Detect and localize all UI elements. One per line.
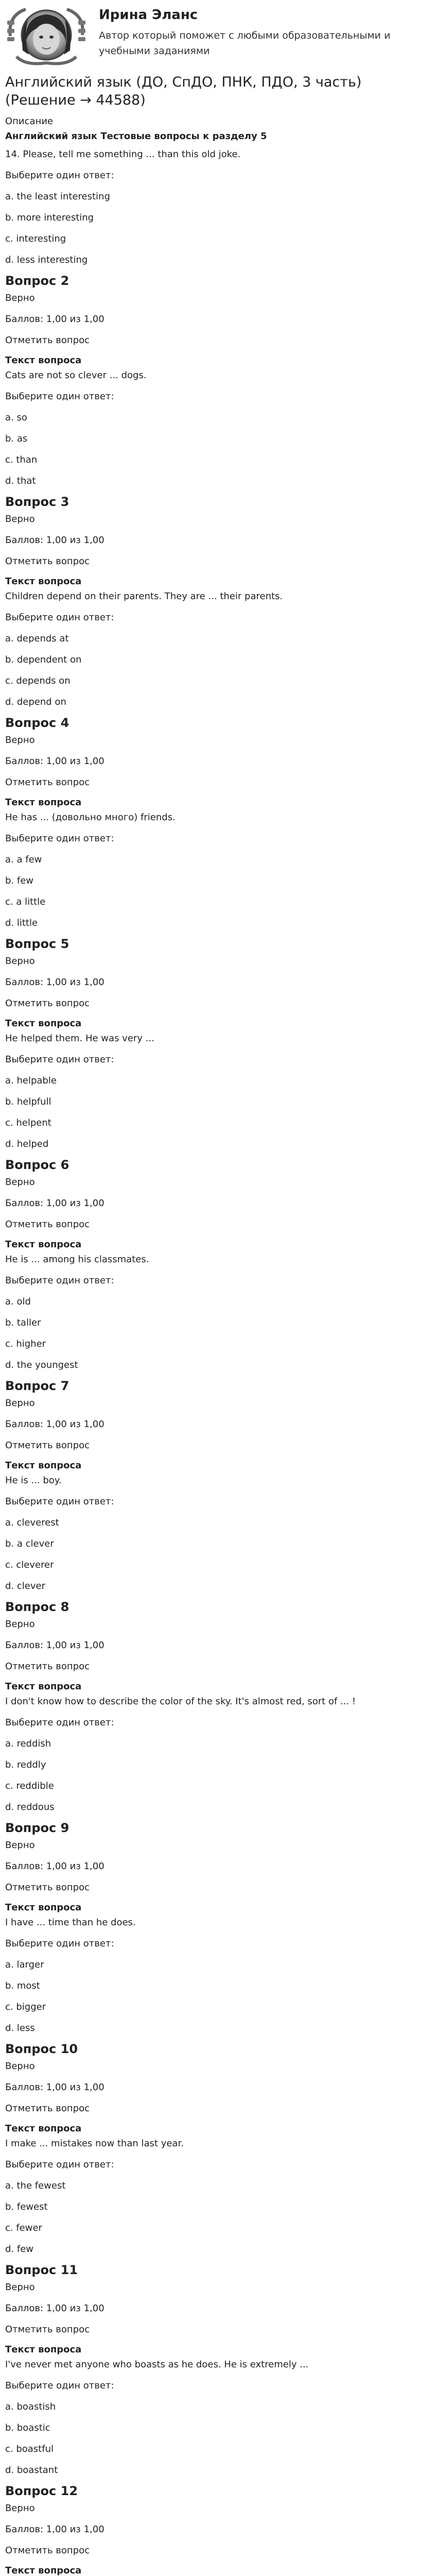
question-status: Верно bbox=[5, 955, 35, 967]
question-text-label: Текст вопроса bbox=[5, 1239, 82, 1250]
question-points: Баллов: 1,00 из 1,00 bbox=[5, 2302, 104, 2314]
answer-list bbox=[5, 1737, 431, 1815]
flag-question-link[interactable]: Отметить вопрос bbox=[5, 2103, 90, 2114]
flag-question-link[interactable]: Отметить вопрос bbox=[5, 776, 90, 788]
question-status: Верно bbox=[5, 2281, 35, 2293]
answer-list bbox=[5, 1516, 431, 1594]
question-title: Вопрос 6 bbox=[5, 1157, 69, 1172]
answer-option[interactable]: a. helpable bbox=[5, 1075, 57, 1086]
question-text: 14. Please, tell me something ... than this old joke. bbox=[5, 148, 241, 160]
author-avatar bbox=[5, 5, 88, 66]
answer-option[interactable]: a. the least interesting bbox=[5, 191, 110, 202]
answer-option[interactable]: c. interesting bbox=[5, 233, 66, 244]
question-text: He has ... (довольно много) friends. bbox=[5, 811, 176, 823]
choose-prompt: Выберите один ответ: bbox=[5, 1275, 114, 1286]
answer-option[interactable]: a. a few bbox=[5, 854, 42, 865]
question-status: Верно bbox=[5, 1618, 35, 1630]
answer-option[interactable]: c. bigger bbox=[5, 2001, 46, 2012]
question-text-label: Текст вопроса bbox=[5, 1460, 82, 1471]
answer-option[interactable]: c. boastful bbox=[5, 2443, 54, 2454]
author-name[interactable]: Ирина Эланс bbox=[99, 7, 198, 23]
answer-option[interactable]: a. boastish bbox=[5, 2401, 56, 2412]
question-points: Баллов: 1,00 из 1,00 bbox=[5, 313, 104, 325]
question-title: Вопрос 12 bbox=[5, 2483, 78, 2498]
question-status: Верно bbox=[5, 513, 35, 524]
question-block-first bbox=[5, 147, 431, 268]
question-points: Баллов: 1,00 из 1,00 bbox=[5, 2523, 104, 2535]
answer-option[interactable]: b. helpfull bbox=[5, 1096, 51, 1107]
answer-option[interactable]: d. less bbox=[5, 2022, 35, 2033]
answer-option[interactable]: d. little bbox=[5, 917, 38, 928]
answer-list bbox=[5, 411, 431, 489]
answer-option[interactable]: d. less interesting bbox=[5, 254, 88, 265]
question-text-label: Текст вопроса bbox=[5, 354, 82, 366]
answer-option[interactable]: d. depend on bbox=[5, 696, 66, 707]
answer-option[interactable]: b. taller bbox=[5, 1317, 41, 1328]
question-text-label: Текст вопроса bbox=[5, 2344, 82, 2355]
answer-option[interactable]: d. reddous bbox=[5, 1801, 55, 1812]
flag-question-link[interactable]: Отметить вопрос bbox=[5, 1439, 90, 1451]
question-status: Верно bbox=[5, 1176, 35, 1188]
choose-prompt: Выберите один ответ: bbox=[5, 1717, 114, 1728]
answer-option[interactable]: b. more interesting bbox=[5, 212, 94, 223]
answer-option[interactable]: c. fewer bbox=[5, 2222, 42, 2233]
question-title: Вопрос 11 bbox=[5, 2262, 78, 2277]
question-points: Баллов: 1,00 из 1,00 bbox=[5, 755, 104, 767]
answer-option[interactable]: b. reddly bbox=[5, 1759, 46, 1770]
question-points: Баллов: 1,00 из 1,00 bbox=[5, 1197, 104, 1209]
question-points: Баллов: 1,00 из 1,00 bbox=[5, 1418, 104, 1430]
question-points: Баллов: 1,00 из 1,00 bbox=[5, 534, 104, 546]
flag-question-link[interactable]: Отметить вопрос bbox=[5, 1882, 90, 1893]
question-status: Верно bbox=[5, 1839, 35, 1851]
question-block bbox=[5, 1378, 431, 1594]
choose-prompt: Выберите один ответ: bbox=[5, 1054, 114, 1065]
question-text-label: Текст вопроса bbox=[5, 1681, 82, 1692]
question-text: I have ... time than he does. bbox=[5, 1917, 136, 1928]
answer-option[interactable]: d. few bbox=[5, 2243, 34, 2255]
choose-prompt: Выберите один ответ: bbox=[5, 170, 114, 181]
flag-question-link[interactable]: Отметить вопрос bbox=[5, 555, 90, 567]
answer-list bbox=[5, 2400, 431, 2478]
answer-option[interactable]: d. that bbox=[5, 475, 36, 486]
answer-option[interactable]: c. higher bbox=[5, 1338, 46, 1349]
flag-question-link[interactable]: Отметить вопрос bbox=[5, 334, 90, 346]
question-title: Вопрос 2 bbox=[5, 273, 69, 288]
answer-option[interactable]: d. boastant bbox=[5, 2464, 58, 2476]
answer-option[interactable]: a. old bbox=[5, 1296, 31, 1307]
question-title: Вопрос 8 bbox=[5, 1599, 69, 1614]
question-block bbox=[5, 715, 431, 931]
answer-list bbox=[5, 1958, 431, 2036]
question-title: Вопрос 4 bbox=[5, 715, 69, 730]
author-avatar-image bbox=[5, 5, 88, 66]
question-points: Баллов: 1,00 из 1,00 bbox=[5, 1860, 104, 1872]
question-block bbox=[5, 273, 431, 489]
question-status: Верно bbox=[5, 2060, 35, 2072]
question-points: Баллов: 1,00 из 1,00 bbox=[5, 2081, 104, 2093]
answer-list bbox=[5, 1074, 431, 1152]
question-text: Children depend on their parents. They are ... their parents. bbox=[5, 590, 283, 602]
answer-option[interactable]: c. reddible bbox=[5, 1780, 54, 1791]
answer-list bbox=[5, 2179, 431, 2257]
choose-prompt: Выберите один ответ: bbox=[5, 1496, 114, 1507]
question-block bbox=[5, 2483, 431, 2576]
question-title: Вопрос 10 bbox=[5, 2041, 78, 2056]
answer-option[interactable]: a. reddish bbox=[5, 1738, 51, 1749]
flag-question-link[interactable]: Отметить вопрос bbox=[5, 2545, 90, 2556]
choose-prompt: Выберите один ответ: bbox=[5, 612, 114, 623]
answer-option[interactable]: a. depends at bbox=[5, 633, 69, 644]
author-description: Автор который поможет с любыми образовательными и учебными заданиями bbox=[99, 30, 391, 57]
choose-prompt: Выберите один ответ: bbox=[5, 2380, 114, 2391]
answer-option[interactable]: b. most bbox=[5, 1980, 40, 1991]
flag-question-link[interactable]: Отметить вопрос bbox=[5, 2324, 90, 2335]
question-block bbox=[5, 494, 431, 710]
question-block bbox=[5, 1599, 431, 1815]
page-content bbox=[0, 73, 436, 2576]
question-text-label: Текст вопроса bbox=[5, 2123, 82, 2134]
answer-option[interactable]: b. a clever bbox=[5, 1538, 54, 1549]
question-status: Верно bbox=[5, 1397, 35, 1409]
answer-option[interactable]: d. helped bbox=[5, 1138, 49, 1149]
question-list bbox=[5, 273, 431, 2576]
answer-option[interactable]: c. a little bbox=[5, 896, 46, 907]
answer-option[interactable]: a. the fewest bbox=[5, 2180, 66, 2191]
answer-option[interactable]: c. cleverer bbox=[5, 1559, 54, 1570]
question-points: Баллов: 1,00 из 1,00 bbox=[5, 1639, 104, 1651]
flag-question-link[interactable]: Отметить вопрос bbox=[5, 1660, 90, 1672]
question-title: Вопрос 3 bbox=[5, 494, 69, 509]
answer-option[interactable]: b. few bbox=[5, 875, 34, 886]
question-text: I've never met anyone who boasts as he does. He is extremely ... bbox=[5, 2359, 309, 2370]
question-status: Верно bbox=[5, 2502, 35, 2514]
flag-question-link[interactable]: Отметить вопрос bbox=[5, 997, 90, 1009]
answer-option[interactable]: b. boastic bbox=[5, 2422, 50, 2433]
choose-prompt: Выберите один ответ: bbox=[5, 1938, 114, 1949]
answer-list bbox=[5, 632, 431, 710]
answer-option[interactable]: a. larger bbox=[5, 1959, 44, 1970]
author-header bbox=[0, 0, 436, 66]
answer-option[interactable]: c. than bbox=[5, 454, 38, 465]
answer-option[interactable]: c. depends on bbox=[5, 675, 71, 686]
answer-option[interactable]: b. fewest bbox=[5, 2201, 48, 2212]
answer-list bbox=[5, 190, 431, 268]
answer-option[interactable]: d. clever bbox=[5, 1580, 45, 1591]
answer-option[interactable]: a. cleverest bbox=[5, 1517, 59, 1528]
answer-option[interactable]: c. helpent bbox=[5, 1117, 51, 1128]
question-text-label: Текст вопроса bbox=[5, 1902, 82, 1913]
question-title: Вопрос 7 bbox=[5, 1378, 69, 1393]
question-status: Верно bbox=[5, 292, 35, 303]
question-text: He is ... among his classmates. bbox=[5, 1253, 149, 1265]
question-block bbox=[5, 936, 431, 1152]
page-title: Английский язык (ДО, СпДО, ПНК, ПДО, 3 часть) (Решение → 44588) bbox=[5, 74, 362, 109]
question-text-label: Текст вопроса bbox=[5, 2565, 82, 2576]
description-label: Описание bbox=[5, 116, 54, 127]
answer-option[interactable]: a. so bbox=[5, 412, 27, 423]
question-block bbox=[5, 2041, 431, 2257]
answer-option[interactable]: b. dependent on bbox=[5, 654, 82, 665]
question-title: Вопрос 9 bbox=[5, 1820, 69, 1835]
description-subtitle: Английский язык Тестовые вопросы к разделу 5 bbox=[5, 130, 267, 142]
question-text: Cats are not so clever ... dogs. bbox=[5, 369, 147, 381]
question-text: I make ... mistakes now than last year. bbox=[5, 2138, 184, 2149]
choose-prompt: Выберите один ответ: bbox=[5, 833, 114, 844]
question-block bbox=[5, 2262, 431, 2478]
answer-list bbox=[5, 1295, 431, 1373]
question-text: He is ... boy. bbox=[5, 1475, 62, 1486]
choose-prompt: Выберите один ответ: bbox=[5, 2159, 114, 2170]
answer-option[interactable]: d. the youngest bbox=[5, 1359, 78, 1370]
question-status: Верно bbox=[5, 734, 35, 745]
answer-option[interactable]: b. as bbox=[5, 433, 28, 444]
choose-prompt: Выберите один ответ: bbox=[5, 391, 114, 402]
question-block bbox=[5, 1820, 431, 2036]
question-text: I don't know how to describe the color of the sky. It's almost red, sort of ... ! bbox=[5, 1696, 356, 1707]
question-text: He helped them. He was very ... bbox=[5, 1032, 154, 1044]
question-points: Баллов: 1,00 из 1,00 bbox=[5, 976, 104, 988]
flag-question-link[interactable]: Отметить вопрос bbox=[5, 1218, 90, 1230]
answer-list bbox=[5, 853, 431, 931]
question-text-label: Текст вопроса bbox=[5, 1018, 82, 1029]
question-text-label: Текст вопроса bbox=[5, 796, 82, 808]
question-text-label: Текст вопроса bbox=[5, 575, 82, 587]
question-block bbox=[5, 1157, 431, 1373]
question-title: Вопрос 5 bbox=[5, 936, 69, 951]
